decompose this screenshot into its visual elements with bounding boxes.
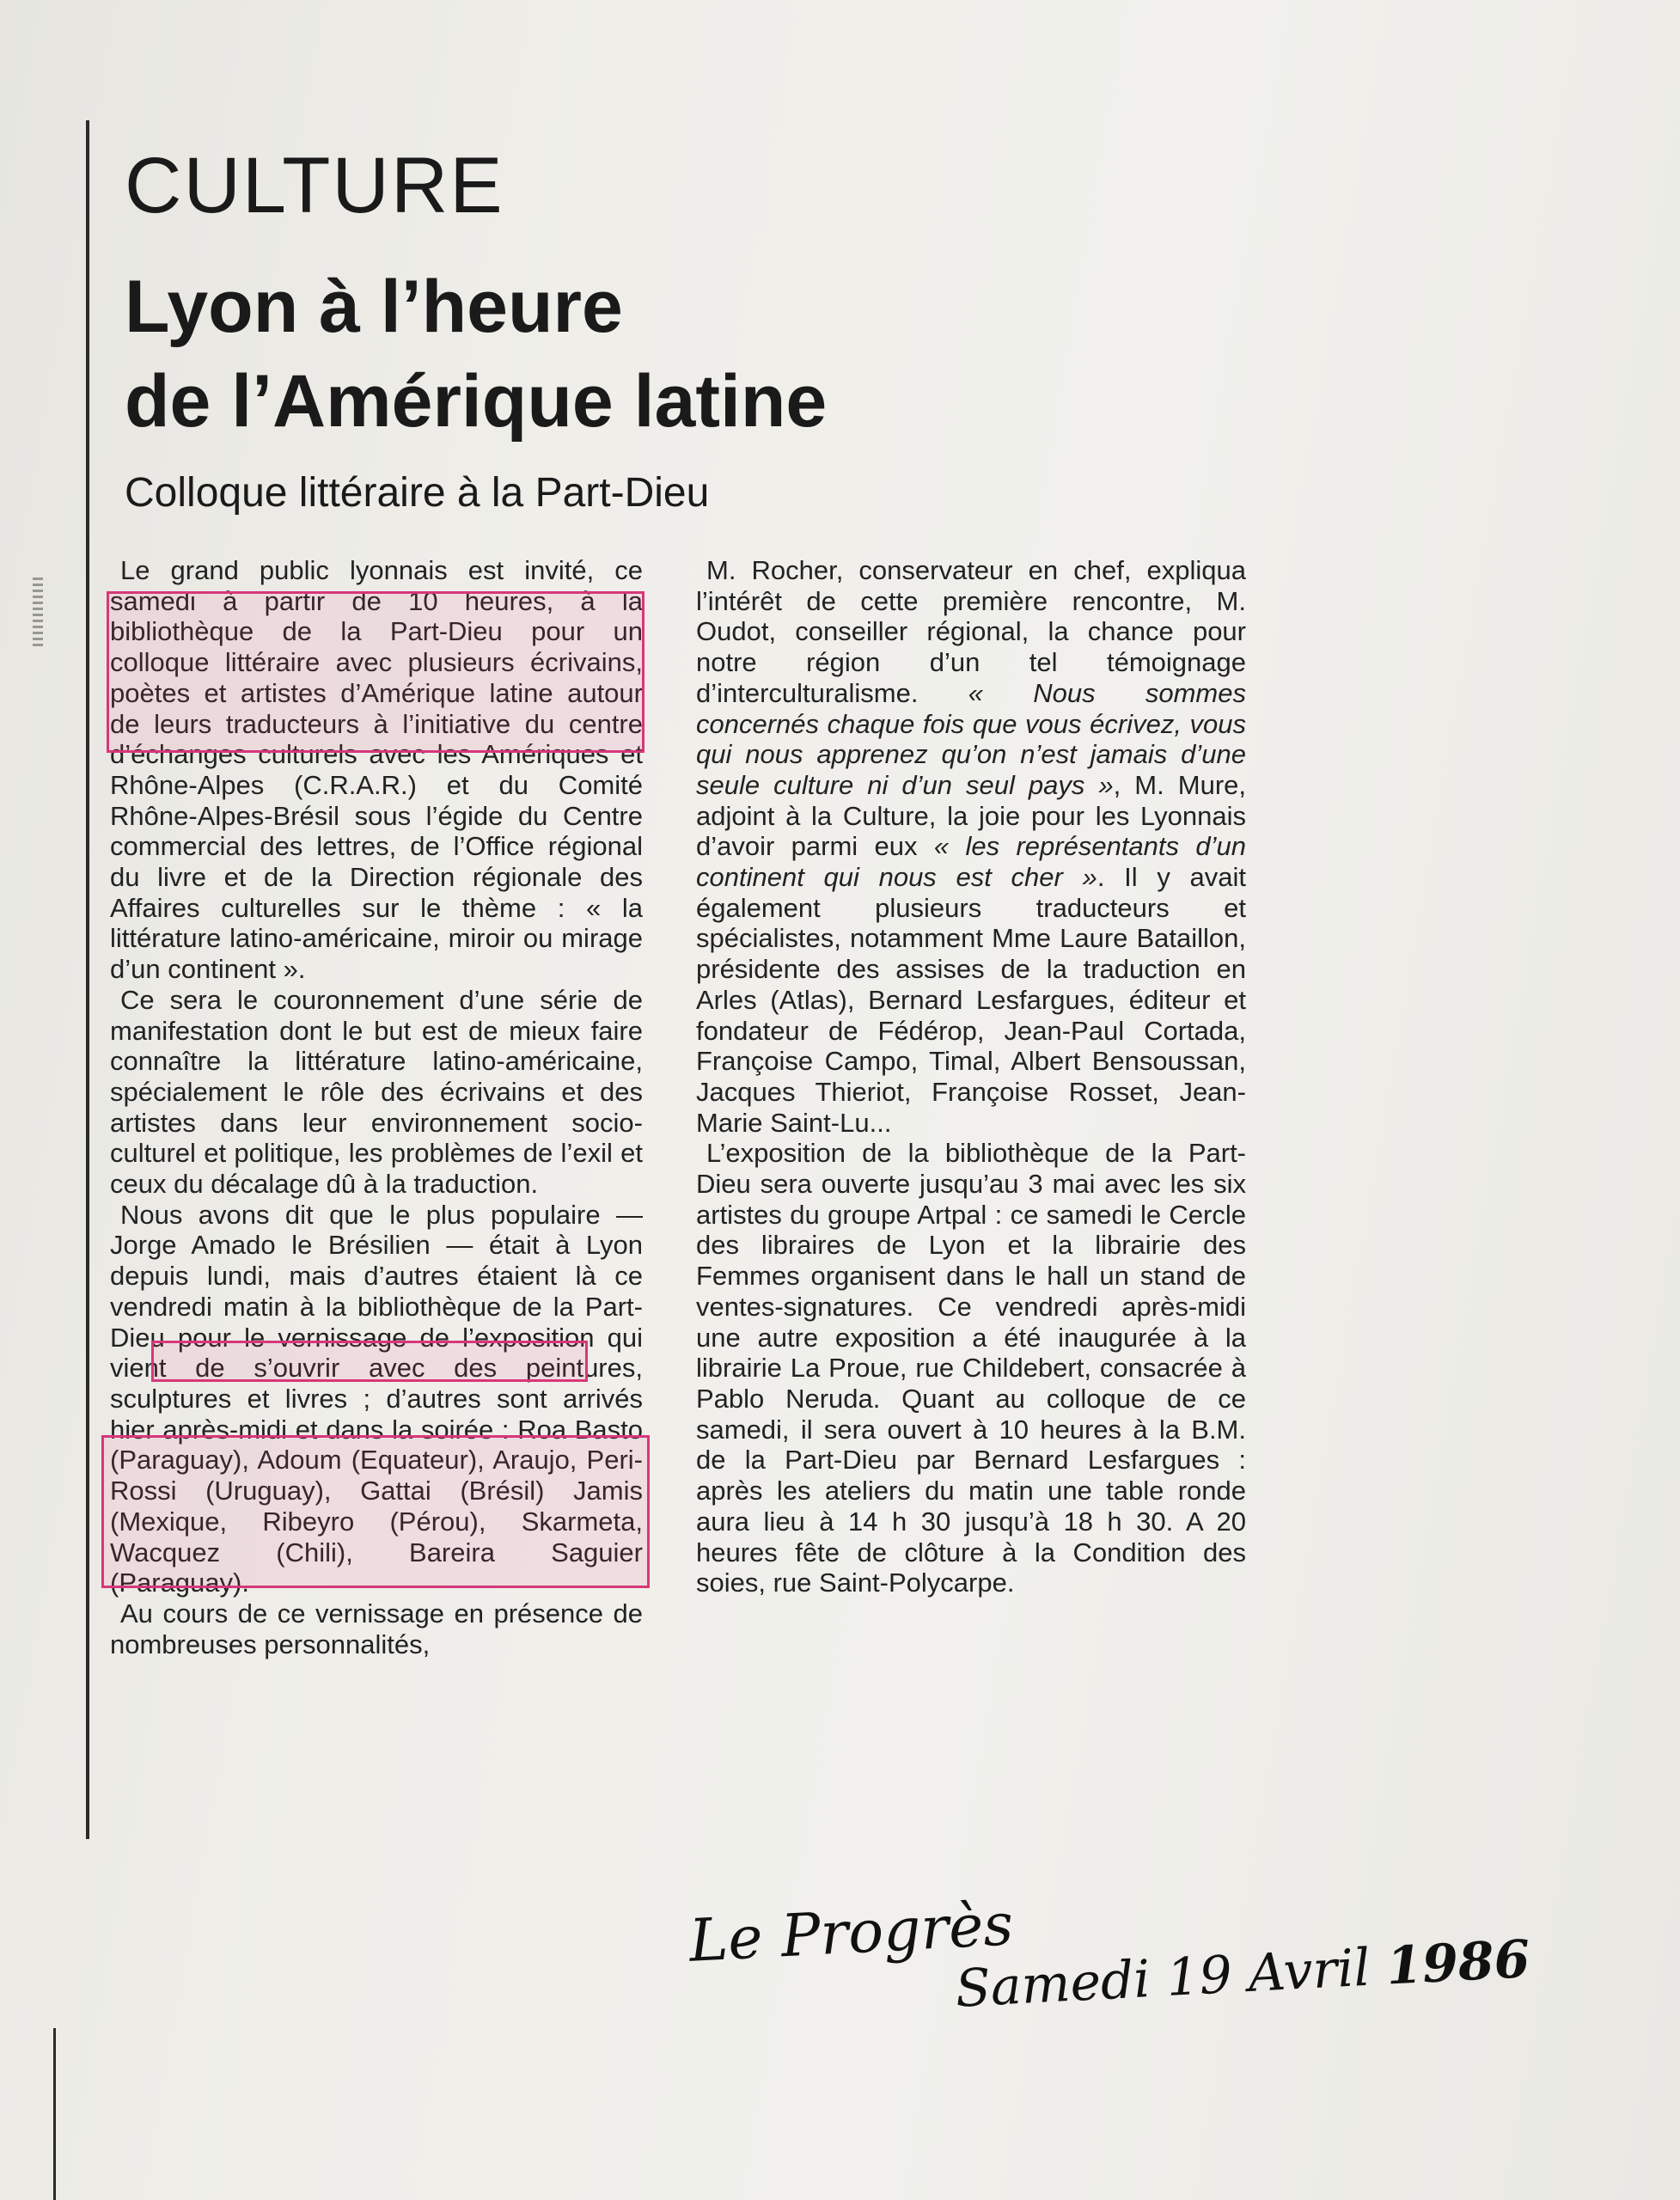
quotation: « les représentants d’un continent qui nous est cher »	[696, 831, 1246, 893]
paper-scuff-mark	[33, 578, 43, 646]
column-rule-bottom	[53, 2028, 56, 2200]
handwritten-newspaper-name: Le Progrès	[687, 1891, 1016, 1976]
article-column-1	[110, 555, 643, 1659]
headline-line-1: Lyon à l’heure	[125, 266, 623, 348]
paragraph: Ce sera le couronnement d’une série de manifestation dont le but est de mieux faire connaître la littérature latino-américaine, spécialement le rôle des écrivains et des artistes dans leur environnement socio-culturel et politique, les problèmes de l’exil et ceux du décalage dû à la traduction.	[110, 984, 643, 1200]
text-run: . Il y avait également plusieurs traducteurs et spécialistes, notamment Mme Laure Bataillon, présidente des assises de la traduction en Arles (Atlas), Bernard Lesfargues, éditeur et fondateur de Fédérop, Jean-Paul Cortada, Françoise Campo, Timal, Albert Bensoussan, Jacques Thieriot, Françoise Rosset, Jean-Marie Saint-Lu...	[696, 862, 1247, 1138]
section-label: CULTURE	[125, 142, 504, 229]
text-run: , M. Mure, adjoint à la Culture, la joie pour les Lyonnais d’avoir parmi eux	[696, 769, 1246, 862]
paragraph: Le grand public lyonnais est invité, ce samedi à partir de 10 heures, à la bibliothèque de la Part-Dieu pour un colloque littéraire avec plusieurs écrivains, poètes et artistes d’Amérique latine autour de leurs traducteurs à l’initiative du centre d’échanges culturels avec les Amériques et Rhône-Alpes (C.R.A.R.) et du Comité Rhône-Alpes-Brésil sous l’égide du Centre commercial des lettres, de l’Office régional du livre et de la Direction régionale des Affaires culturelles sur le thème : « la littérature latino-américaine, miroir ou mirage d’un continent ».	[110, 555, 643, 985]
article-column-2	[696, 555, 1246, 1598]
handwritten-year: 1986	[1384, 1928, 1532, 1997]
subheadline: Colloque littéraire à la Part-Dieu	[125, 470, 710, 516]
text-run: M. Rocher, conservateur en chef, expliqua l’intérêt de cette première rencontre, M. Oudot, conseiller régional, la chance pour notre région d’un tel témoignage d’interculturalisme.	[696, 555, 1246, 708]
paragraph	[696, 555, 1246, 1138]
headline-line-2: de l’Amérique latine	[125, 360, 828, 443]
paragraph: Au cours de ce vernissage en présence de nombreuses personnalités,	[110, 1598, 643, 1659]
quotation: « Nous sommes concernés chaque fois que vous écrivez, vous qui nous apprenez qu’on n’est jamais d’une seule culture ni d’un seul pays »	[696, 677, 1246, 800]
column-rule-left	[86, 120, 89, 1839]
paragraph: L’exposition de la bibliothèque de la Part-Dieu sera ouverte jusqu’au 3 mai avec les six artistes du groupe Artpal : ce samedi le Cercle des libraires de Lyon et la librairie des Femmes organisent dans le hall un stand de ventes-signatures. Ce vendredi après-midi une autre exposition a été inaugurée à la librairie La Proue, rue Childebert, consacrée à Pablo Neruda. Quant au colloque de ce samedi, il sera ouvert à 10 heures à la B.M. de la Part-Dieu par Bernard Lesfargues : après les ateliers du matin une table ronde aura lieu à 14 h 30 jusqu’à 18 h 30. A 20 heures fête de clôture à la Condition des soies, rue Saint-Polycarpe.	[696, 1138, 1246, 1598]
handwritten-day: Samedi 19 Avril	[954, 1937, 1372, 2020]
headline	[125, 260, 1113, 449]
paragraph: Nous avons dit que le plus populaire — Jorge Amado le Brésilien — était à Lyon depuis lundi, mais d’autres étaient là ce vendredi matin à la bibliothèque de la Part-Dieu pour le vernissage de l’exposition qui vient de s’ouvrir avec des peintures, sculptures et livres ; d’autres sont arrivés hier après-midi et dans la soirée : Roa Basto (Paraguay), Adoum (Equateur), Araujo, Peri-Rossi (Uruguay), Gattai (Brésil) Jamis (Mexique, Ribeyro (Pérou), Skarmeta, Wacquez (Chili), Bareira Saguier (Paraguay).	[110, 1199, 643, 1598]
